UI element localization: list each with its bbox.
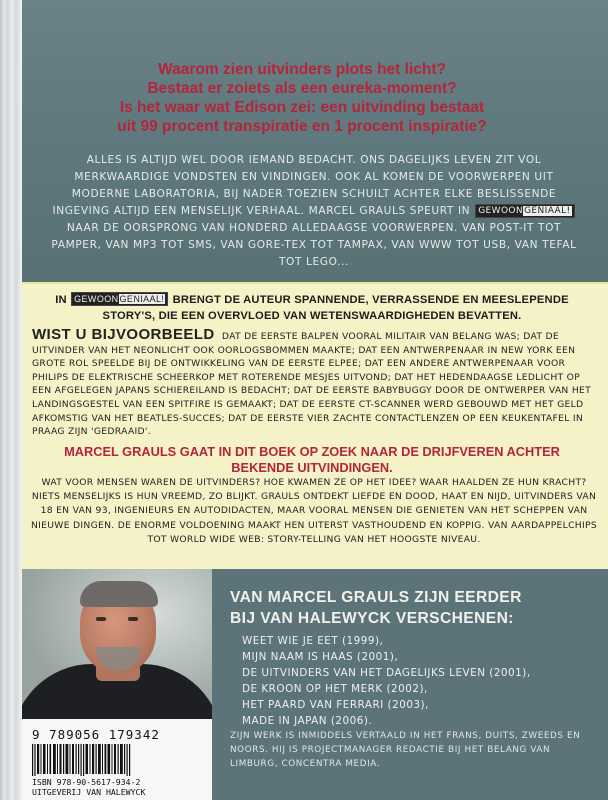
intro-text: NAAR DE OORSPRONG VAN HONDERD ALLEDAAGSE VOORWERPEN. VAN POST-IT TOT PAMPER, VAN MP3 TOT SMS, VAN GORE-TEX TOT TAMPAX, VAN WWW TOT USB, VAN TEFAL TOT LEGO... [51,222,577,268]
question-line: Is het waar wat Edison zei: een uitvinding bestaat [119,99,485,116]
previous-books-heading [230,587,600,629]
brand-word: GEWOON [74,294,119,304]
publisher-text: UITGEVERIJ VAN HALEWYCK [32,787,146,797]
previous-books-list [242,633,602,729]
isbn-text: ISBN 978-90-5617-934-2 [32,777,141,787]
brand-word: GEWOON [478,206,524,216]
bottom-section [22,569,608,800]
intro-paragraph [50,152,578,271]
did-you-know-paragraph [32,328,594,439]
list-item: MADE IN JAPAN (2006). [242,715,373,727]
brand-logo [71,292,168,306]
did-you-know-heading: WIST U BIJVOORBEELD [32,326,215,343]
book-back-cover [22,0,608,800]
did-you-know-text: DAT DE EERSTE BALPEN VOORAL MILITAIR VAN BELANG WAS; DAT DE UITVINDER VAN HET NEONLICHT OOK OORLOGSBOMMEN MAAKTE; DAT EEN ANTWERPENAAR IN NEW YORK EEN GROTE ROL SPEELDE BIJ DE ONTWIKKELING VAN DE EERSTE ELPEE; DAT EEN ANDERE ANTWERPENAAR VOOR PHILIPS DE ELEKTRISCHE SCHEERKOP MET ROTERENDE MESJES UITVOND; DAT HET HEDENDAAGSE LEDLICHT OP EEN AFGELEGEN JAPANS SCHIEREILAND IS BEDACHT; DAT DE EERSTE BABYBUGGY DOOR DE ONTWERPER VAN HET LANDINGSGESTEL VAN EEN SPITFIRE IS GEMAAKT; DAT DE EERSTE CT-SCANNER WERD GEBOUWD MET HET GELD AFKOMSTIG VAN HET BEATLES-SUCCES; DAT DE EERSTE VIER ZACHTE CONTACTLENZEN OP EEN KEUKENTAFEL IN PRAAG ZIJN 'GEDRAAID'. [32,331,592,438]
list-item: MIJN NAAM IS HAAS (2001), [242,651,399,663]
author-quest-heading: MARCEL GRAULS GAAT IN DIT BOEK OP ZOEK NAAR DE DRIJFVEREN ACHTER BEKENDE UITVINDINGEN. [64,444,560,475]
lead-text: IN [55,294,67,306]
question-line: uit 99 procent transpiratie en 1 procent inspiratie? [117,118,487,135]
yellow-band [22,282,608,569]
brand-word: GENIAAL! [119,294,165,304]
barcode-panel [22,719,212,800]
question-line: Bestaat er zoiets als een eureka-moment? [147,80,457,97]
list-item: DE KROON OP HET MERK (2002), [242,683,428,695]
author-photo [22,569,212,719]
lead-text: BRENGT DE AUTEUR SPANNENDE, VERRASSENDE EN MEESLEPENDE STORY'S, DIE EEN OVERVLOED VAN WETENSWAARDIGHEDEN BEVATTEN. [102,294,569,322]
list-item: HET PAARD VAN FERRARI (2003), [242,699,429,711]
isbn-block [32,777,145,797]
lead-paragraph [32,292,592,324]
question-block [62,60,542,136]
barcode-icon [32,744,132,776]
question-line: Waarom zien uitvinders plots het licht? [158,61,446,78]
barcode-number: 9 789056 179342 [32,727,160,742]
heading-line: BIJ VAN HALEWYCK VERSCHENEN: [230,610,514,627]
list-item: DE UITVINDERS VAN HET DAGELIJKS LEVEN (2001), [242,667,531,679]
author-quest-text: WAT VOOR MENSEN WAREN DE UITVINDERS? HOE KWAMEN ZE OP HET IDEE? WAAR HAALDEN ZE HUN KRACHT? NIETS MENSELIJKS IS HUN VREEMD, ZO BLIJKT. GRAULS ONTDEKT LIEFDE EN DOOD, HAAT EN NIJD, UITVINDERS VAN 18 EN VAN 93, INGENIEURS EN AUTODIDACTEN, MAAR VOORAL MENSEN DIE GENIETEN VAN HET SCHEPPEN VAN NIEUWE DINGEN. DE ENORME VOLDOENING MAAKT HEN UITERST VASTHOUDEND EN KOPPIG. VAN AARDAPPELCHIPS TOT WORLD WIDE WEB: STORY-TELLING VAN HET HOOGSTE NIVEAU. [31,477,597,545]
intro-text: ALLES IS ALTIJD WEL DOOR IEMAND BEDACHT. ONS DAGELIJKS LEVEN ZIT VOL MERKWAARDIGE VONDSTEN EN VINDINGEN. OOK AL KOMEN DE VOORWERPEN UIT MODERNE LABORATORIA, BIJ NADER TOEZIEN SCHUILT ACHTER ELKE BESLISSENDE INGEVING ALTIJD EEN MENSELIJK VERHAAL. MARCEL GRAULS SPEURT IN [52,154,557,217]
top-section [22,0,608,282]
list-item: WEET WIE JE EET (1999), [242,635,384,647]
brand-word: GENIAAL! [524,206,571,216]
author-bio-note: ZIJN WERK IS INMIDDELS VERTAALD IN HET FRANS, DUITS, ZWEEDS EN NOORS. HIJ IS PROJECTMANAGER REDACTIE BIJ HET BELANG VAN LIMBURG, CONCENTRA MEDIA. [230,731,581,770]
brand-logo [475,204,574,218]
heading-line: VAN MARCEL GRAULS ZIJN EERDER [230,589,522,606]
